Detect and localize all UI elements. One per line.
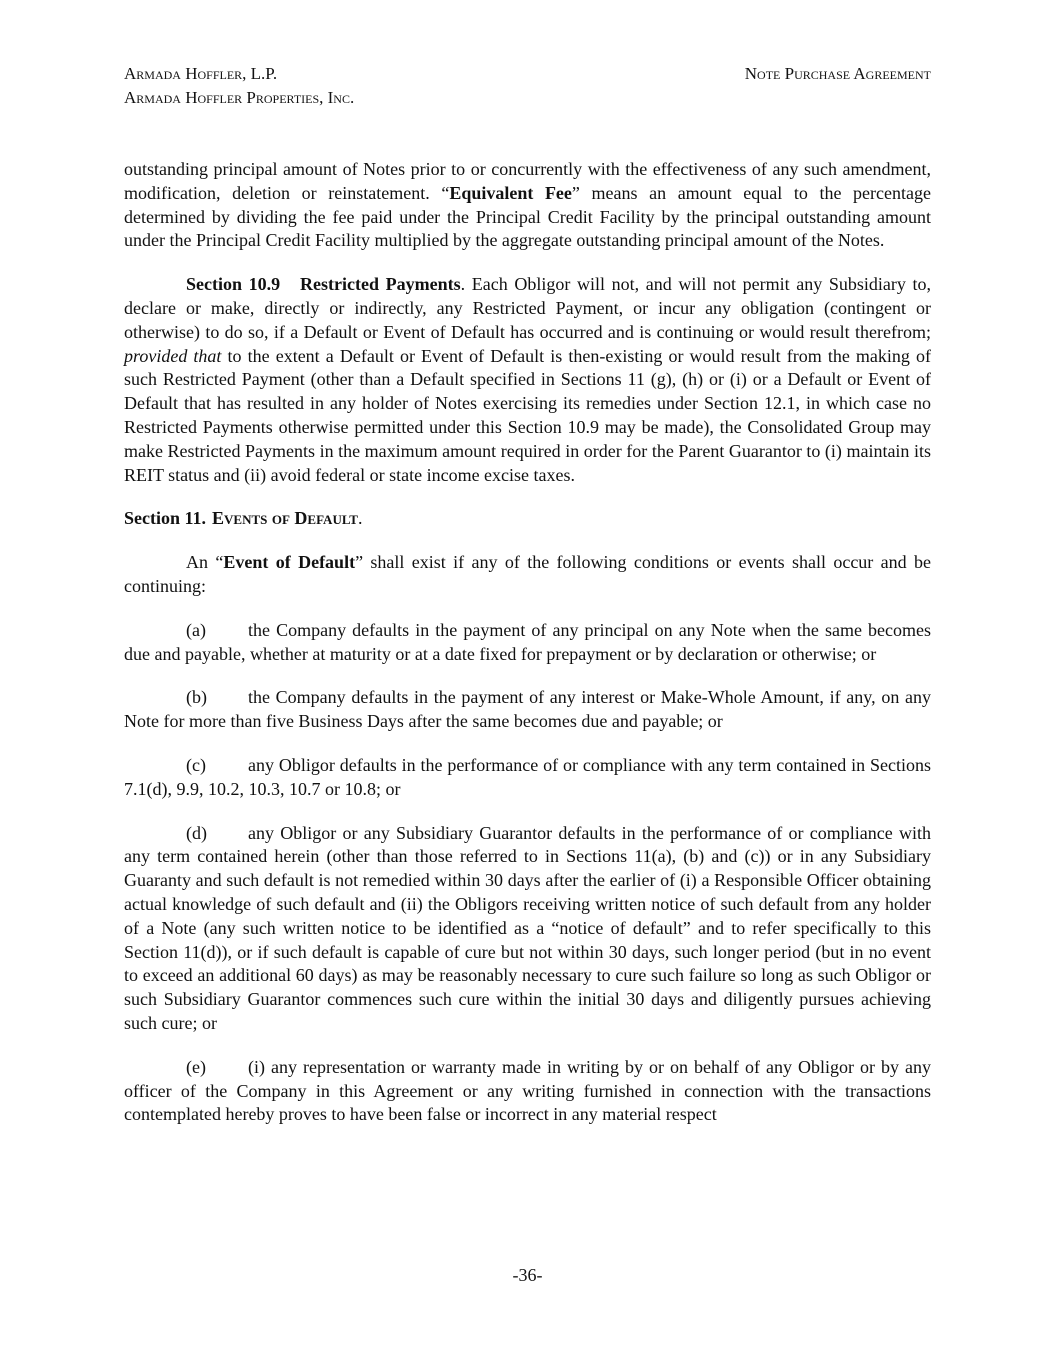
clause-label: (c) (186, 754, 206, 775)
defined-term: Equivalent Fee (449, 182, 572, 203)
clause-label: (a) (186, 619, 206, 640)
header-parties (124, 62, 354, 110)
header-party-2: Armada Hoffler Properties, Inc. (124, 88, 355, 107)
clause-a (124, 619, 931, 667)
clause-text: (i) any representation or warranty made in writing by or on behalf of any Obligor or by any officer of the Company in this Agreement or any writing furnished in connection with the transactions contemplated hereby proves to have been false or incorrect in any material respect (124, 1056, 931, 1125)
page-number: -36- (512, 1265, 543, 1285)
document-body (124, 158, 931, 1147)
text-run: ” means an amount equal to the percentage determined by dividing the fee paid under the Principal Credit Facility by the principal outstanding amount under the Principal Credit Facility multiplied by the aggregate outstanding principal amount of the Notes. (124, 182, 931, 251)
clause-b (124, 686, 931, 734)
clause-label: (d) (186, 822, 207, 843)
clause-text: any Obligor or any Subsidiary Guarantor defaults in the performance of or compliance with any term contained herein (other than those referred to in Sections 11(a), (b) and (c)) or in any Subsidiary Guaranty and such default is not remedied within 30 days after the earlier of (i) a Responsible Officer obtaining actual knowledge of such default and (ii) the Obligors receiving written notice of such default from any holder of a Note (any such written notice to be identified as a “notice of default” and to refer specifically to this Section 11(d)), or if such default is capable of cure but not within 30 days, such longer period (but in no event to exceed an additional 60 days) as may be reasonably necessary to cure such failure so long as such Obligor or such Subsidiary Guarantor commences such cure within the initial 30 days and diligently pursues achieving such cure; or (124, 822, 931, 1033)
clause-c (124, 754, 931, 802)
clause-text: the Company defaults in the payment of any interest or Make-Whole Amount, if any, on any Note for more than five Business Days after the same becomes due and payable; or (124, 687, 931, 732)
running-header (124, 62, 931, 110)
event-of-default-intro (124, 551, 931, 599)
text-run: to the extent a Default or Event of Default is then-existing or would result from the making of such Restricted Payment (other than a Default specified in Sections 11 (g), (h) or (i) or a Default or Event of Default that has resulted in any holder of Notes exercising its remedies under Section 12.1, in which case no Restricted Payments otherwise permitted under this Section 10.9 may be made), the Consolidated Group may make Restricted Payments in the maximum amount required in order for the Parent Guarantor to (i) maintain its REIT status and (ii) avoid federal or state income excise taxes. (124, 345, 931, 485)
clause-label: (b) (186, 687, 207, 708)
clause-label: (e) (186, 1056, 206, 1077)
header-document-title: Note Purchase Agreement (744, 64, 931, 83)
section-number: Section 11. (124, 508, 207, 529)
defined-term: Event of Default (223, 552, 356, 573)
section-10-9-heading: Section 10.9 Restricted Payments (186, 274, 461, 295)
text-run: outstanding principal amount of Notes prior to or concurrently with the effectiveness of any such amendment, modification, deletion or reinstatement. “ (124, 159, 931, 203)
section-11-heading (124, 507, 931, 531)
section-title-period: . (357, 508, 363, 529)
clause-text: any Obligor defaults in the performance of or compliance with any term contained in Sections 7.1(d), 9.9, 10.2, 10.3, 10.7 or 10.8; or (124, 754, 931, 799)
text-run: . Each Obligor will not, and will not permit any Subsidiary to, declare or make, directly or indirectly, any Restricted Payment, or incur any obligation (contingent or otherwise) to do so, if a Default or Event of Default has occurred and is continuing or would result therefrom; (124, 274, 931, 342)
clause-text: the Company defaults in the payment of any principal on any Note when the same becomes due and payable, whether at maturity or at a date fixed for prepayment or by declaration or otherwise; or (124, 619, 931, 664)
text-run: An “ (186, 552, 224, 573)
clause-e (124, 1056, 931, 1127)
section-title: Events of Default (212, 508, 358, 529)
document-page (124, 62, 932, 1125)
italic-term: provided that (124, 345, 222, 366)
text-run: ” shall exist if any of the following conditions or events shall occur and be continuing: (124, 552, 932, 596)
paragraph-equivalent-fee (124, 158, 931, 253)
clause-d (124, 822, 931, 1036)
header-party-1: Armada Hoffler, L.P. (124, 64, 278, 83)
section-10-9-paragraph (124, 273, 931, 487)
